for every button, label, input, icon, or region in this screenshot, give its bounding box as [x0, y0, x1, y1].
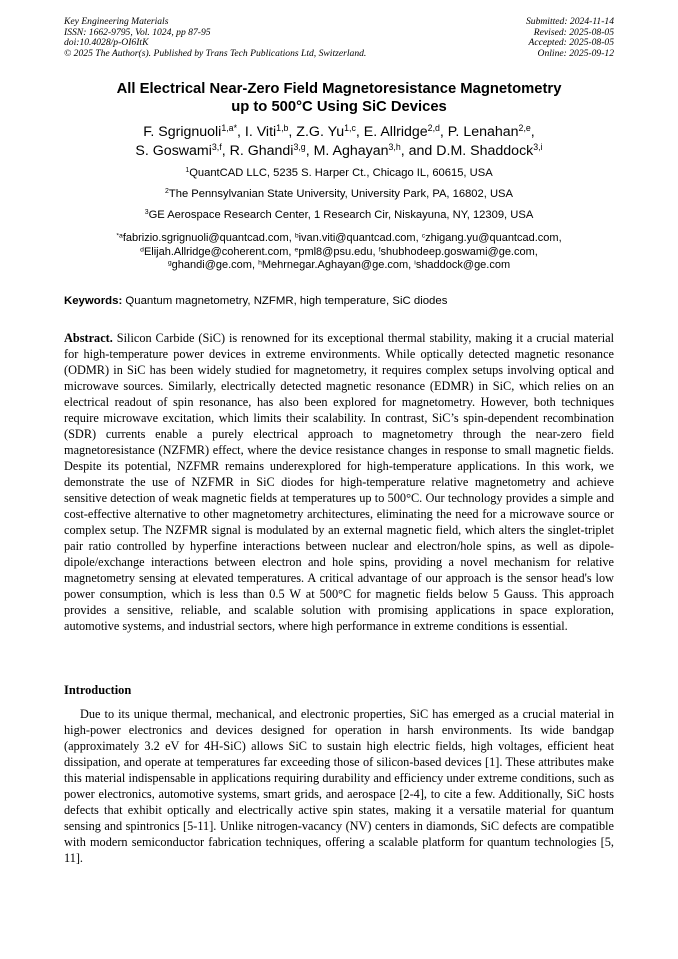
- affiliation: [0, 188, 678, 201]
- author-affiliation-marker: 3,h: [388, 142, 401, 153]
- email-marker: *a: [116, 232, 123, 240]
- affiliation-number: 1: [185, 167, 190, 175]
- email-marker: g: [167, 259, 172, 267]
- abstract-text: Silicon Carbide (SiC) is renowned for its exceptional thermal stability, making it a crucial material for high-temperature power devices in extreme environments. While optically detected magnetic resonance (ODMR) in SiC has been widely studied for magnetometry, it requires complex setups involving optical and microwave sources. Similarly, electrically detected magnetic resonance (EDMR) in SiC, which relies on an electrical readout of spin resonance, has also been explored for magnetometry. However, both techniques require microwave excitation, which limits their scalability. In contrast, SiC’s spin-dependent recombination (SDR) currents enable a purely electrical approach to magnetometry through the near-zero field magnetoresistance (NZFMR) effect, where the device resistance changes in response to small magnetic fields. Despite its potential, NZFMR remains underexplored for high-temperature applications. In this work, we demonstrate the use of NZFMR in SiC diodes for high-temperature relative magnetometry and achieve sensitive detection of weak magnetic fields at temperatures up to 500°C. Our technology provides a simple and cost-effective alternative to other magnetometry architectures, eliminating the need for a microwave source or complex setup. The NZFMR signal is modulated by an external magnetic field, which alters the singlet-triplet pair ratio controlled by hyperfine interactions between nuclear and electron/hole spins, as well as dipole-dipole/exchange interactions between electron and hole spins, providing a novel mechanism for relative magnetometry sensing at elevated temperatures. A critical advantage of our approach is the sensor head's low power consumption, which is less than 0.5 W at 500°C for magnetic fields below 5 Gauss. This approach provides a sensitive, reliable, and scalable solution with promising applications in space exploration, automotive systems, and industrial sectors, where high performance in extreme conditions is essential.: [64, 331, 614, 633]
- email-address[interactable]: Mehrnegar.Aghayan@ge.com: [261, 259, 409, 272]
- section-heading: Introduction: [64, 683, 132, 697]
- email-address[interactable]: pml8@psu.edu: [298, 245, 373, 258]
- abstract-paragraph: [64, 330, 614, 634]
- email-line: $^{*a}$fabrizio.sgrignuoli@quantcad.com, $^b$ivan.viti@quantcad.com, $^c$zhigang.yu@quantcad.com,: [116, 232, 562, 244]
- publication-dates: [526, 17, 614, 59]
- journal-info: [64, 17, 366, 59]
- affiliation: [0, 167, 678, 180]
- keywords-label: Keywords:: [64, 295, 123, 307]
- doi-line: doi:10.4028/p-OI6ItK: [64, 37, 149, 49]
- author-line: S. Goswami$^{3,f}$, R. Ghandi$^{3,g}$, M. Aghayan$^{3,h}$, and D.M. Shaddock$^{3,i}$: [135, 142, 543, 159]
- affiliation: [0, 209, 678, 222]
- email-line: $^g$ghandi@ge.com, $^h$Mehrnegar.Aghayan@ge.com, $^i$shaddock@ge.com: [167, 259, 511, 272]
- email-marker: c: [421, 232, 426, 240]
- author-name: M. Aghayan: [313, 143, 389, 159]
- author-line: F. Sgrignuoli$^{1,a*}$, I. Viti$^{1,b}$, Z.G. Yu$^{1,c}$, E. Allridge$^{2,d}$, P. Lenahan$^{2,e}$,: [143, 123, 535, 140]
- affiliation-number: 3: [144, 209, 149, 217]
- author-name: F. Sgrignuoli: [143, 124, 222, 140]
- title-line: up to 500°C Using SiC Devices: [231, 99, 447, 115]
- author-affiliation-marker: 3,g: [293, 142, 306, 153]
- author-name: R. Ghandi: [229, 143, 294, 159]
- journal-name: Key Engineering Materials: [64, 16, 169, 27]
- online-date: Online: 2025-09-12: [537, 47, 614, 59]
- introduction-paragraph: Due to its unique thermal, mechanical, and electronic properties, SiC has emerged as a crucial material in high-power electronics and devices designed for operation in harsh environments. Its wide bandgap (approximately 3.2 eV for 4H-SiC) allows SiC to sustain high electric fields, high voltages, efficient heat dissipation, and operate at temperatures far exceeding those of silicon-based devices [1]. These attributes make this material indispensable in applications requiring durability and efficiency under extreme conditions, such as power electronics, automotive systems, smart grids, and aerospace [2-4], to cite a few. Additionally, SiC hosts defects that exhibit optically and electrically active spin states, making it a versatile material for quantum sensing and spintronics [5-11]. Unlike nitrogen-vacancy (NV) centers in diamonds, SiC defects are compatible with modern semiconductor fabrication techniques, offering a scalable platform for quantum technologies [5, 11].: [64, 707, 614, 865]
- author-affiliation-marker: 1,c: [344, 123, 356, 134]
- author-name: S. Goswami: [135, 143, 212, 159]
- email-address[interactable]: shubhodeep.goswami@ge.com: [380, 245, 535, 258]
- author-name: Z.G. Yu: [296, 124, 345, 140]
- author-name: E. Allridge: [363, 124, 428, 140]
- email-marker: f: [378, 245, 381, 253]
- author-affiliation-marker: 1,a*: [221, 123, 237, 134]
- copyright-line: © 2025 The Author(s). Published by Trans Tech Publications Ltd, Switzerland.: [64, 47, 367, 59]
- email-address[interactable]: Elijah.Allridge@coherent.com: [143, 245, 289, 258]
- email-marker: h: [258, 259, 262, 267]
- author-affiliation-marker: 3,f: [211, 142, 222, 153]
- email-line: $^d$Elijah.Allridge@coherent.com, $^e$pml8@psu.edu, $^f$shubhodeep.goswami@ge.com,: [140, 245, 538, 258]
- author-affiliation-marker: 2,d: [427, 123, 440, 134]
- paper-title: [0, 80, 678, 116]
- title-line: All Electrical Near-Zero Field Magnetoresistance Magnetometry: [116, 81, 562, 97]
- author-list: [0, 123, 678, 161]
- affiliation-number: 2: [165, 188, 169, 196]
- email-address[interactable]: fabrizio.sgrignuoli@quantcad.com: [122, 232, 289, 244]
- author-affiliation-marker: 1,b: [276, 123, 289, 134]
- author-emails: [0, 232, 678, 273]
- author-name: I. Viti: [244, 124, 277, 140]
- author-name: P. Lenahan: [447, 124, 519, 140]
- issn-line: ISSN: 1662-9795, Vol. 1024, pp 87-95: [64, 26, 211, 38]
- email-marker: i: [414, 259, 416, 267]
- keywords-text: Quantum magnetometry, NZFMR, high temperature, SiC diodes: [125, 295, 448, 307]
- keywords-line: [64, 294, 614, 308]
- email-address[interactable]: shaddock@ge.com: [415, 259, 511, 272]
- affiliation-text: The Pennsylvanian State University, University Park, PA, 16802, USA: [168, 188, 513, 200]
- accepted-date: Accepted: 2025-08-05: [528, 37, 614, 49]
- author-affiliation-marker: 3,i: [533, 142, 543, 153]
- affiliation-text: QuantCAD LLC, 5235 S. Harper Ct., Chicago IL, 60615, USA: [189, 167, 493, 179]
- email-marker: d: [140, 245, 144, 253]
- affiliation-text: GE Aerospace Research Center, 1 Research Cir, Niskayuna, NY, 12309, USA: [148, 209, 534, 221]
- email-marker: e: [294, 245, 299, 253]
- revised-date: Revised: 2025-08-05: [533, 26, 614, 38]
- abstract-label: Abstract.: [64, 331, 113, 345]
- email-address[interactable]: zhigang.yu@quantcad.com: [425, 232, 559, 244]
- email-address[interactable]: ghandi@ge.com: [171, 259, 252, 272]
- author-affiliation-marker: 2,e: [518, 123, 531, 134]
- submitted-date: Submitted: 2024-11-14: [525, 16, 614, 27]
- author-name: D.M. Shaddock: [436, 143, 534, 159]
- email-marker: b: [294, 232, 299, 240]
- email-address[interactable]: ivan.viti@quantcad.com: [298, 232, 416, 244]
